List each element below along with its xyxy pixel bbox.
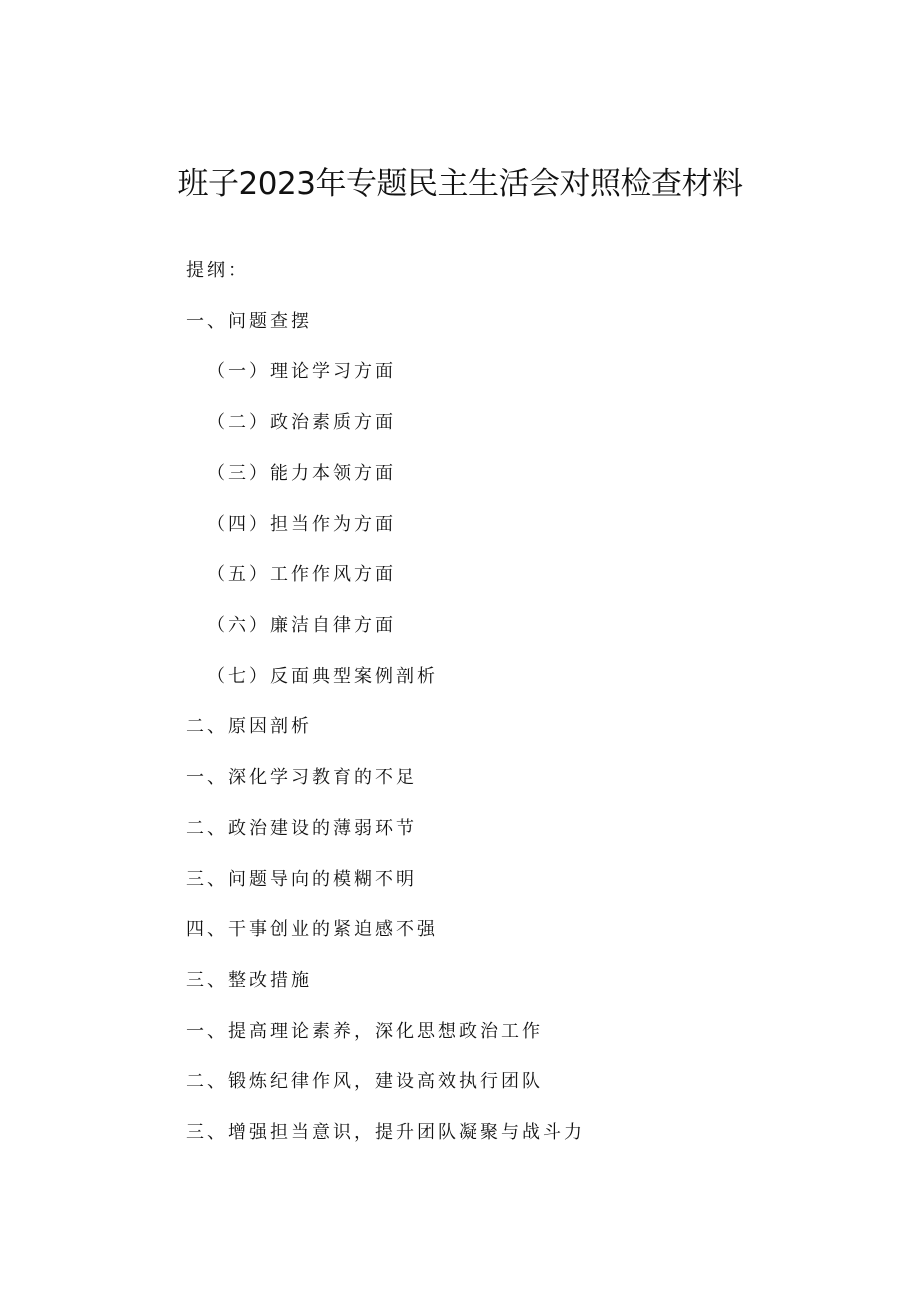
document-title: 班子2023年专题民主生活会对照检查材料 <box>177 166 743 202</box>
section-heading: 二、原因剖析 <box>186 716 312 737</box>
outline-label: 提纲： <box>186 260 249 281</box>
outline-item: 二、锻炼纪律作风，建设高效执行团队 <box>186 1071 543 1092</box>
outline-item: （三）能力本领方面 <box>207 463 396 484</box>
outline-item: （五）工作作风方面 <box>207 564 396 585</box>
outline-item: （四）担当作为方面 <box>207 514 396 535</box>
outline-item: 一、提高理论素养，深化思想政治工作 <box>186 1021 543 1042</box>
outline-item: （一）理论学习方面 <box>207 361 396 382</box>
section-heading: 一、问题查摆 <box>186 311 312 332</box>
outline-item: 四、干事创业的紧迫感不强 <box>186 919 438 940</box>
outline-item: （七）反面典型案例剖析 <box>207 666 438 687</box>
outline-item: （二）政治素质方面 <box>207 412 396 433</box>
outline-item: （六）廉洁自律方面 <box>207 615 396 636</box>
section-heading: 三、整改措施 <box>186 970 312 991</box>
outline-item: 三、增强担当意识，提升团队凝聚与战斗力 <box>186 1122 585 1143</box>
outline-item: 一、深化学习教育的不足 <box>186 767 417 788</box>
outline-item: 二、政治建设的薄弱环节 <box>186 818 417 839</box>
outline-item: 三、问题导向的模糊不明 <box>186 869 417 890</box>
